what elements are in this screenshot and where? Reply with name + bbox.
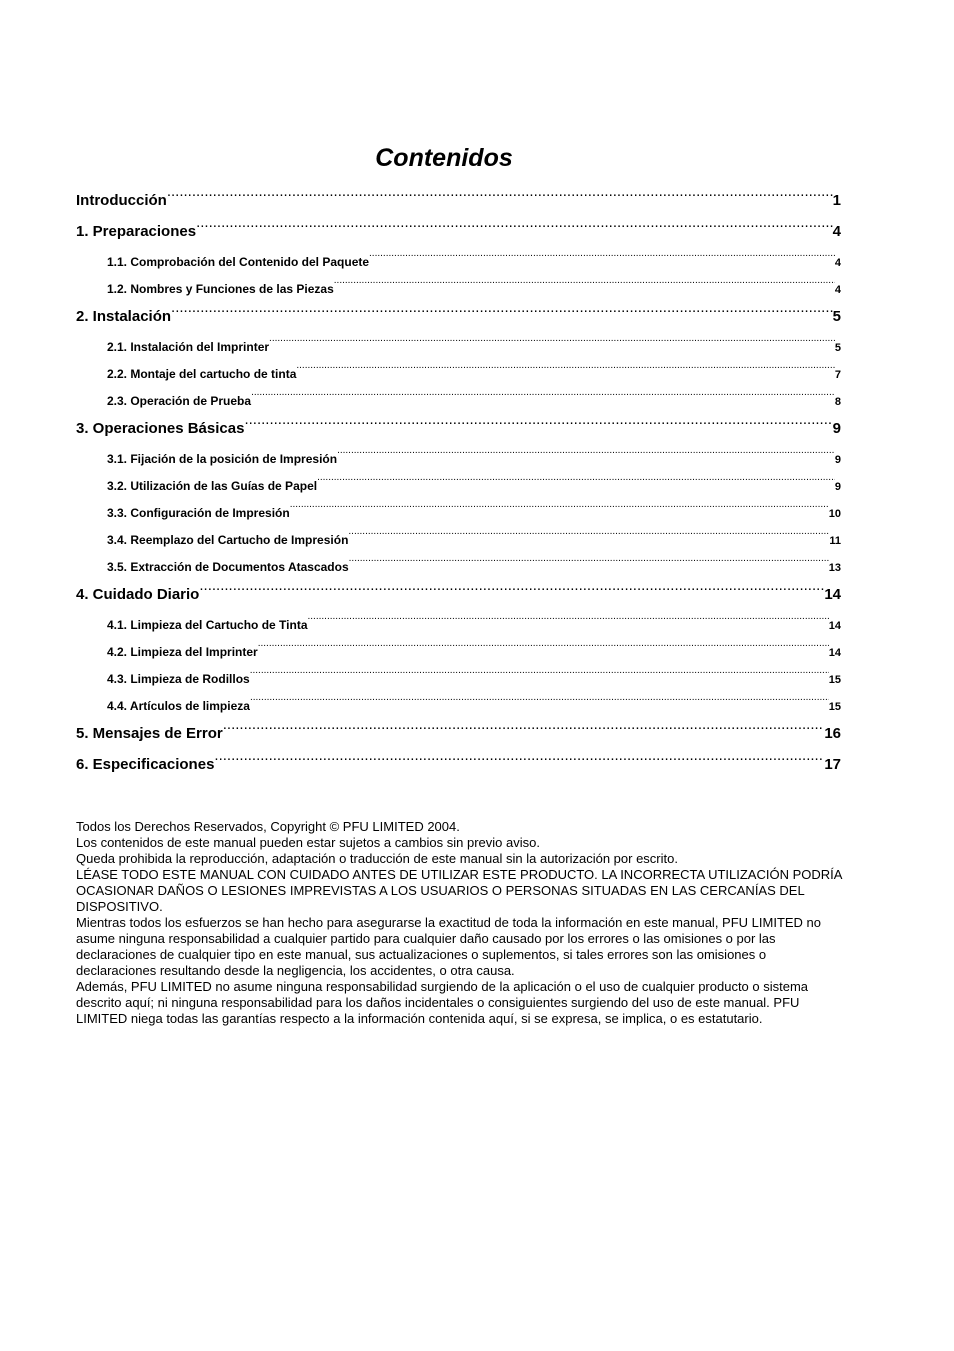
toc-section-entry[interactable] (76, 250, 841, 277)
toc-page-number: 9 (834, 481, 841, 493)
toc-dot-leader (296, 364, 835, 378)
toc-section-entry[interactable] (76, 362, 841, 389)
toc-page-number: 10 (828, 508, 841, 520)
legal-paragraph: LÉASE TODO ESTE MANUAL CON CUIDADO ANTES DE UTILIZAR ESTE PRODUCTO. LA INCORRECTA UTILIZACIÓN PODRÍA OCASIONAR DAÑOS O LESIONES IMPREVISTAS A LOS USUARIOS O PERSONAS SITUADAS EN LAS CERCANÍAS DEL DISPOSITIVO. (76, 867, 842, 914)
toc-page-number: 8 (834, 396, 841, 408)
toc-section-entry[interactable] (76, 277, 841, 304)
toc-page-number: 1 (832, 192, 841, 209)
toc-dot-leader (214, 752, 824, 769)
page-title: Contenidos (375, 144, 513, 172)
toc-entry-label: 2. Instalación (76, 308, 172, 325)
toc-section-entry[interactable] (76, 555, 841, 582)
toc-page-number: 11 (829, 535, 841, 547)
toc-entry-label: 3. Operaciones Básicas (76, 420, 245, 437)
toc-dot-leader (199, 582, 824, 599)
legal-notice (76, 819, 846, 1027)
toc-section-entry[interactable] (76, 613, 841, 640)
toc-section-entry[interactable] (76, 694, 841, 721)
toc-dot-leader (258, 642, 829, 656)
toc-page-number: 5 (832, 308, 841, 325)
toc-chapter-entry[interactable] (76, 219, 841, 250)
toc-page-number: 4 (832, 223, 841, 240)
toc-entry-label: 3.5. Extracción de Documentos Atascados (107, 560, 349, 574)
toc-dot-leader (250, 696, 829, 710)
toc-chapter-entry[interactable] (76, 752, 841, 783)
toc-dot-leader (269, 337, 835, 351)
toc-page-number: 15 (828, 674, 841, 686)
legal-paragraph: Los contenidos de este manual pueden estar sujetos a cambios sin previo aviso. (76, 835, 540, 850)
toc-dot-leader (349, 557, 829, 571)
toc-page-number: 14 (824, 586, 841, 603)
toc-chapter-entry[interactable] (76, 304, 841, 335)
toc-entry-label: 4. Cuidado Diario (76, 586, 200, 603)
toc-section-entry[interactable] (76, 667, 841, 694)
toc-page-number: 9 (834, 454, 841, 466)
toc-section-entry[interactable] (76, 474, 841, 501)
toc-entry-label: 4.4. Artículos de limpieza (107, 699, 250, 713)
toc-page-number: 4 (834, 257, 841, 269)
toc-section-entry[interactable] (76, 528, 841, 555)
toc-dot-leader (250, 669, 829, 683)
toc-page-number: 17 (824, 756, 841, 773)
toc-dot-leader (369, 252, 835, 266)
toc-entry-label: 3.2. Utilización de las Guías de Papel (107, 479, 318, 493)
toc-entry-label: 6. Especificaciones (76, 756, 215, 773)
legal-paragraph: Además, PFU LIMITED no asume ninguna responsabilidad surgiendo de la aplicación o el uso de cualquier producto o sistema descrito aquí; ni ninguna responsabilidad para los daños incidentales o consiguientes surgiendo del uso de este manual. PFU LIMITED niega todas las garantías respecto a la información contenida aquí, si se expresa, se implica, o es estatutario. (76, 979, 809, 1026)
toc-dot-leader (167, 188, 833, 205)
toc-page-number: 9 (832, 420, 841, 437)
toc-section-entry[interactable] (76, 335, 841, 362)
toc-entry-label: 2.1. Instalación del Imprinter (107, 340, 270, 354)
toc-entry-label: 1.2. Nombres y Funciones de las Piezas (107, 282, 334, 296)
toc-page-number: 7 (834, 369, 841, 381)
toc-entry-label: 3.4. Reemplazo del Cartucho de Impresión (107, 533, 349, 547)
toc-dot-leader (223, 721, 825, 738)
legal-paragraph: Todos los Derechos Reservados, Copyright © PFU LIMITED 2004. (76, 819, 460, 834)
toc-entry-label: 2.2. Montaje del cartucho de tinta (107, 367, 297, 381)
toc-entry-label: Introducción (76, 192, 167, 209)
toc-entry-label: 4.1. Limpieza del Cartucho de Tinta (107, 618, 308, 632)
toc-chapter-entry[interactable] (76, 582, 841, 613)
toc-dot-leader (334, 279, 835, 293)
toc-entry-label: 2.3. Operación de Prueba (107, 394, 252, 408)
toc-page-number: 14 (828, 620, 841, 632)
toc-dot-leader (244, 416, 832, 433)
toc-dot-leader (251, 391, 835, 405)
toc-dot-leader (171, 304, 833, 321)
toc-dot-leader (290, 503, 829, 517)
toc-page-number: 15 (828, 701, 841, 713)
toc-dot-leader (337, 449, 835, 463)
toc-dot-leader (196, 219, 833, 236)
toc-dot-leader (348, 530, 829, 544)
toc-entry-label: 1. Preparaciones (76, 223, 197, 240)
toc-page-number: 13 (828, 562, 841, 574)
toc-chapter-entry[interactable] (76, 721, 841, 752)
toc-section-entry[interactable] (76, 640, 841, 667)
toc-page-number: 4 (834, 284, 841, 296)
toc-page-number: 5 (834, 342, 841, 354)
toc-chapter-entry[interactable] (76, 416, 841, 447)
table-of-contents (76, 188, 841, 783)
toc-entry-label: 1.1. Comprobación del Contenido del Paquete (107, 255, 370, 269)
toc-dot-leader (317, 476, 835, 490)
toc-entry-label: 3.3. Configuración de Impresión (107, 506, 290, 520)
toc-section-entry[interactable] (76, 447, 841, 474)
toc-section-entry[interactable] (76, 501, 841, 528)
toc-entry-label: 4.3. Limpieza de Rodillos (107, 672, 250, 686)
toc-chapter-entry[interactable] (76, 188, 841, 219)
toc-entry-label: 3.1. Fijación de la posición de Impresión (107, 452, 338, 466)
toc-dot-leader (308, 615, 829, 629)
legal-paragraph: Queda prohibida la reproducción, adaptación o traducción de este manual sin la autorización por escrito. (76, 851, 678, 866)
toc-page-number: 14 (828, 647, 841, 659)
toc-entry-label: 5. Mensajes de Error (76, 725, 223, 742)
toc-page-number: 16 (824, 725, 841, 742)
toc-section-entry[interactable] (76, 389, 841, 416)
legal-paragraph: Mientras todos los esfuerzos se han hecho para asegurarse la exactitud de toda la información en este manual, PFU LIMITED no asume ninguna responsabilidad a cualquier partido para cualquier daño causado por los errores o las omisiones o por las declaraciones de cualquier tipo en este manual, sus actualizaciones o suplementos, si tales errores son las omisiones o declaraciones resultando desde la negligencia, los accidentes, o otra causa. (76, 915, 822, 978)
toc-entry-label: 4.2. Limpieza del Imprinter (107, 645, 258, 659)
